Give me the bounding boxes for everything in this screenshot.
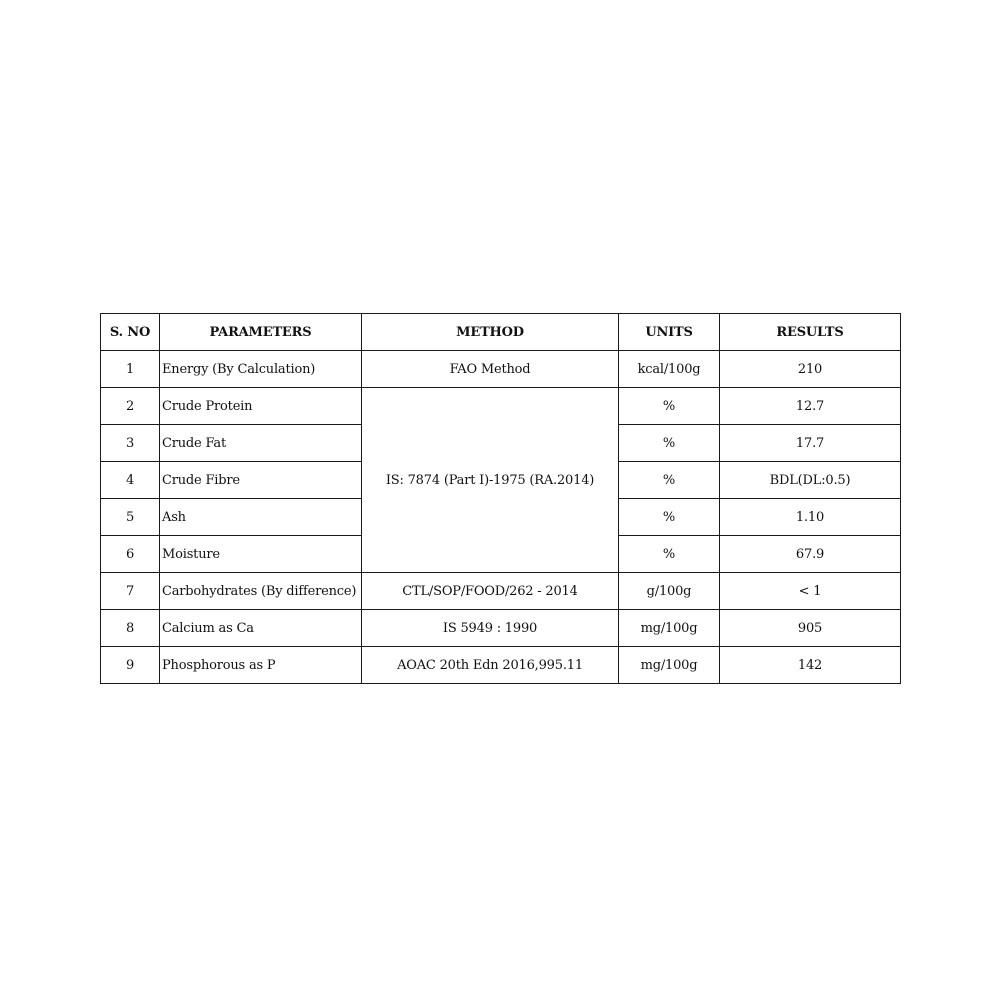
table-row <box>101 573 901 610</box>
row-sno: 3 <box>101 425 160 462</box>
row-result: 67.9 <box>720 536 901 573</box>
row-units: mg/100g <box>619 647 720 684</box>
header-parameters: PARAMETERS <box>160 314 362 351</box>
header-units: UNITS <box>619 314 720 351</box>
row-units: % <box>619 425 720 462</box>
row-result: BDL(DL:0.5) <box>720 462 901 499</box>
row-parameter: Crude Fibre <box>160 462 362 499</box>
row-sno: 7 <box>101 573 160 610</box>
row-result: 17.7 <box>720 425 901 462</box>
table-header-row <box>101 314 901 351</box>
row-units: % <box>619 536 720 573</box>
row-parameter: Moisture <box>160 536 362 573</box>
row-units: % <box>619 388 720 425</box>
row-units: g/100g <box>619 573 720 610</box>
row-method: AOAC 20th Edn 2016,995.11 <box>362 647 619 684</box>
row-method: FAO Method <box>362 351 619 388</box>
row-units: % <box>619 499 720 536</box>
row-result: 1.10 <box>720 499 901 536</box>
row-sno: 8 <box>101 610 160 647</box>
row-sno: 2 <box>101 388 160 425</box>
row-sno: 1 <box>101 351 160 388</box>
results-table <box>100 313 901 684</box>
row-parameter: Carbohydrates (By difference) <box>160 573 362 610</box>
row-parameter: Crude Protein <box>160 388 362 425</box>
row-parameter: Calcium as Ca <box>160 610 362 647</box>
row-result: 905 <box>720 610 901 647</box>
row-method: CTL/SOP/FOOD/262 - 2014 <box>362 573 619 610</box>
row-parameter: Crude Fat <box>160 425 362 462</box>
table-row <box>101 610 901 647</box>
row-parameter: Energy (By Calculation) <box>160 351 362 388</box>
row-method: IS 5949 : 1990 <box>362 610 619 647</box>
row-units: kcal/100g <box>619 351 720 388</box>
row-method-merged: IS: 7874 (Part I)-1975 (RA.2014) <box>362 388 619 573</box>
row-result: 210 <box>720 351 901 388</box>
row-sno: 5 <box>101 499 160 536</box>
header-results: RESULTS <box>720 314 901 351</box>
row-sno: 4 <box>101 462 160 499</box>
table-row <box>101 388 901 425</box>
table-row <box>101 351 901 388</box>
row-units: % <box>619 462 720 499</box>
row-sno: 9 <box>101 647 160 684</box>
header-method: METHOD <box>362 314 619 351</box>
header-sno: S. NO <box>101 314 160 351</box>
row-units: mg/100g <box>619 610 720 647</box>
row-parameter: Ash <box>160 499 362 536</box>
row-parameter: Phosphorous as P <box>160 647 362 684</box>
row-sno: 6 <box>101 536 160 573</box>
row-result: 142 <box>720 647 901 684</box>
row-result: < 1 <box>720 573 901 610</box>
row-result: 12.7 <box>720 388 901 425</box>
results-table-container <box>100 313 900 684</box>
table-row <box>101 647 901 684</box>
